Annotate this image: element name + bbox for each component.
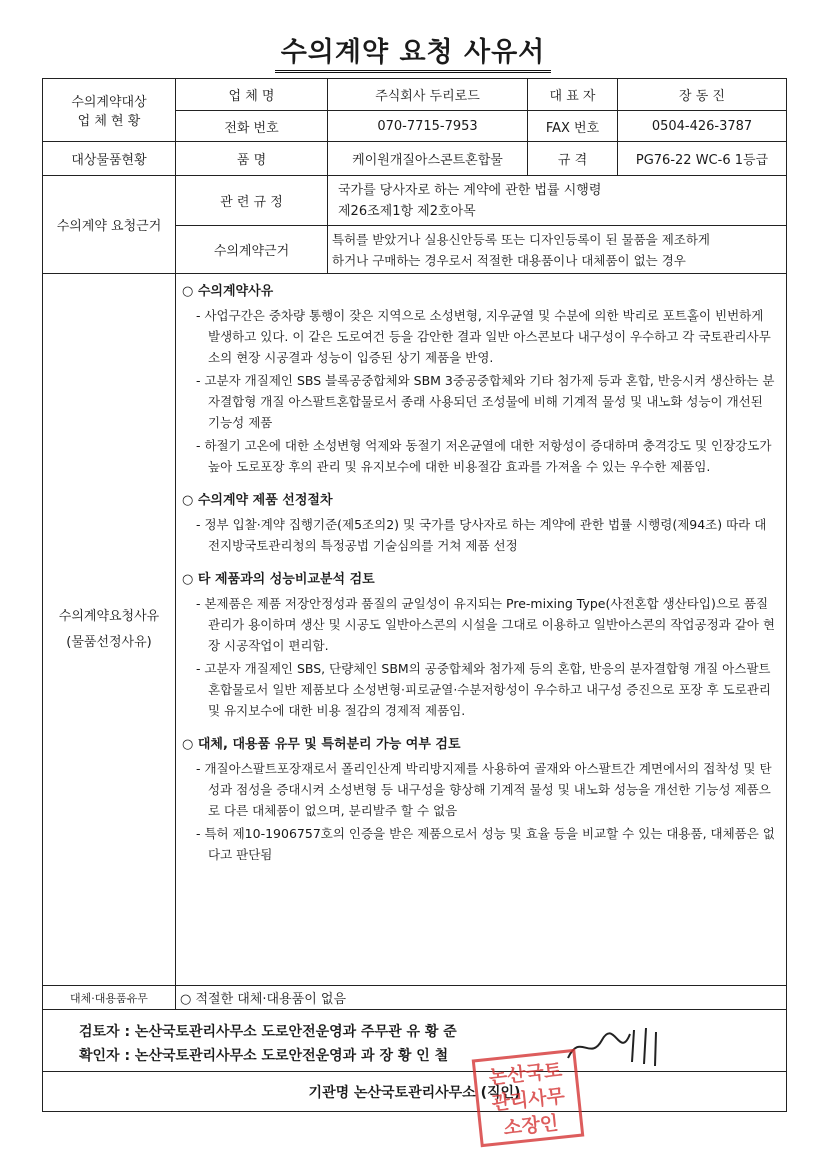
company-section-label: 수의계약대상 업 체 현 황 <box>43 79 176 142</box>
request-form-table <box>42 78 787 1112</box>
official-seal: 논산국토 관리사무 소장인 <box>472 1049 585 1147</box>
reason-item: - 사업구간은 중차량 통행이 잦은 지역으로 소성변형, 지우균열 및 수분에 의한 박리로 포트홀이 빈번하게 발생하고 있다. 이 같은 도로여건 등을 감안한 결과 일반 아스콘보다 내구성이 우수하고 각 국토관리사무소의 현장 시공결과 성능이 입증된 상기 제품을 반영. <box>196 308 771 365</box>
alternative-value: ○ 적절한 대체·대용품이 없음 <box>176 986 787 1010</box>
fax-value: 0504-426-3787 <box>618 111 787 142</box>
contract-ground-label: 수의계약근거 <box>176 226 328 274</box>
reviewer-line: 검토자 : 논산국토관리사무소 도로안전운영과 주무관 유 황 준 <box>79 1023 457 1040</box>
reason-body <box>176 274 787 986</box>
agency-line: 기관명 논산국토관리사무소 (직인) <box>43 1072 787 1112</box>
contract-ground-value: 특허를 받았거나 실용신안등록 또는 디자인등록이 된 물품을 제조하게 하거나 구매하는 경우로서 적절한 대용품이나 대체품이 없는 경우 <box>328 226 787 274</box>
alternative-label: 대체·대용품유무 <box>43 986 176 1010</box>
product-name-label: 품 명 <box>176 142 328 176</box>
selection-heading: ○ 수의계약 제품 선정절차 <box>182 493 333 508</box>
reason-section-label: 수의계약요청사유 (물품선정사유) <box>43 274 176 986</box>
product-name-value: 케이원개질아스콘트혼합물 <box>328 142 528 176</box>
phone-label: 전화 번호 <box>176 111 328 142</box>
alternative-item: - 개질아스팔트포장재로서 폴리인산계 박리방지제를 사용하여 골재와 아스팔트간 계면에서의 접착성 및 탄성과 점성을 증대시켜 소성변형 등 내구성을 향상해 기계적 물성 및 내노화 성능을 개선한 기능성 제품으로 다른 대체품이 없으며, 분리발주 할 수 없음 <box>196 761 772 818</box>
reason-item: - 하절기 고온에 대한 소성변형 억제와 동절기 저온균열에 대한 저항성이 증대하며 충격강도 및 인장강도가 높아 도로포장 후의 관리 및 유지보수에 대한 비용절감 효과를 가져올 수 있는 우수한 제품임. <box>196 438 772 474</box>
comparison-item: - 고분자 개질제인 SBS, 단량체인 SBM의 공중합체와 첨가제 등의 혼합, 반응의 분자결합형 개질 아스팔트혼합물로서 일반 제품보다 소성변형·피로균열·수분저항성이 우수하고 내구성 증진으로 포장 후 도로관리 및 유지보수에 대한 비용 절감의 경제적 제품임. <box>196 661 771 718</box>
company-name-label: 업 체 명 <box>176 79 328 111</box>
reason-heading: ○ 수의계약사유 <box>182 284 274 299</box>
spec-label: 규 격 <box>528 142 618 176</box>
regulation-value: 국가를 당사자로 하는 계약에 관한 법률 시행령 제26조제1항 제2호아목 <box>328 176 787 226</box>
reason-item: - 고분자 개질제인 SBS 블록공중합체와 SBM 3중공중합체와 기타 첨가제 등과 혼합, 반응시켜 생산하는 분자결합형 개질 아스팔트혼합물로서 종래 사용되던 조성물에 비해 기계적 물성 및 내노화 성능이 개선된 기능성 제품 <box>196 373 775 430</box>
alternative-heading: ○ 대체, 대용품 유무 및 특허분리 가능 여부 검토 <box>182 737 461 752</box>
phone-value: 070-7715-7953 <box>328 111 528 142</box>
fax-label: FAX 번호 <box>528 111 618 142</box>
representative-value: 장 동 진 <box>618 79 787 111</box>
selection-item: - 정부 입찰·계약 집행기준(제5조의2) 및 국가를 당사자로 하는 계약에 관한 법률 시행령(제94조) 따라 대전지방국토관리청의 특정공법 기술심의를 거쳐 제품 선정 <box>196 517 767 553</box>
representative-label: 대 표 자 <box>528 79 618 111</box>
document-title: 수의계약 요청 사유서 <box>0 30 826 69</box>
spec-value: PG76-22 WC-6 1등급 <box>618 142 787 176</box>
confirmer-line: 확인자 : 논산국토관리사무소 도로안전운영과 과 장 황 인 철 <box>79 1047 449 1064</box>
regulation-label: 관 련 규 정 <box>176 176 328 226</box>
alternative-item: - 특허 제10-1906757호의 인증을 받은 제품으로서 성능 및 효율 등을 비교할 수 있는 대용품, 대체품은 없다고 판단됨 <box>196 826 775 862</box>
comparison-heading: ○ 타 제품과의 성능비교분석 검토 <box>182 572 375 587</box>
comparison-item: - 본제품은 제품 저장안정성과 품질의 균일성이 유지되는 Pre-mixing Type(사전혼합 생산타입)으로 품질관리가 용이하며 생산 및 시공도 일반아스콘의 시설을 그대로 이용하고 일반아스콘의 작업공정과 같아 현장 시공작업이 편리함. <box>196 596 775 653</box>
basis-section-label: 수의계약 요청근거 <box>43 176 176 274</box>
company-name-value: 주식회사 두리로드 <box>328 79 528 111</box>
product-section-label: 대상물품현황 <box>43 142 176 176</box>
signature-block <box>43 1010 787 1072</box>
